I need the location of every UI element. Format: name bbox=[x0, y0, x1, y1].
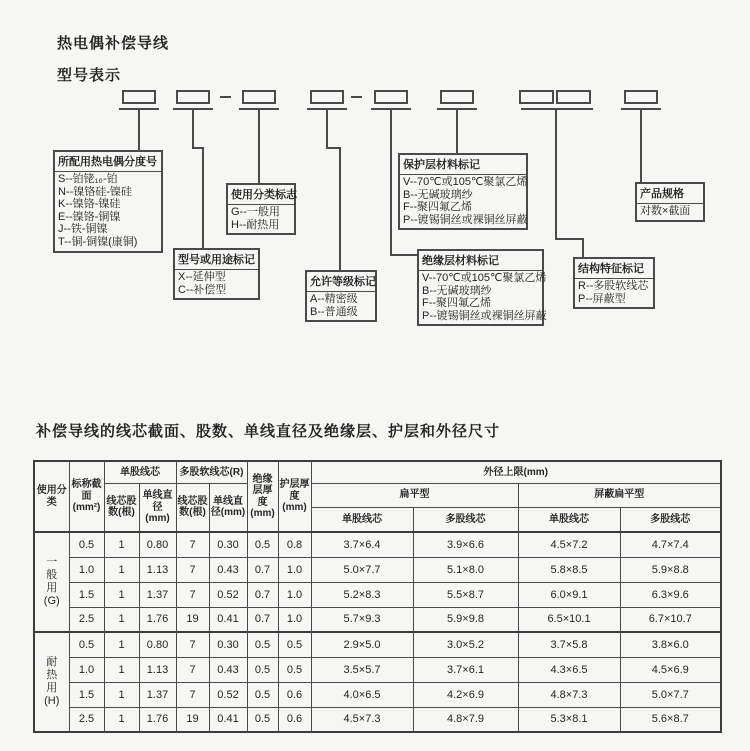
header-stranded-core-group: 多股软线芯(R) bbox=[176, 461, 247, 483]
label-box-item: V--70℃或105℃聚氯乙烯 bbox=[422, 272, 547, 284]
table-cell: 5.2×8.3 bbox=[311, 582, 413, 607]
label-box-model-usage bbox=[173, 248, 260, 300]
connector-line bbox=[339, 147, 341, 270]
label-box-item: B--普通级 bbox=[310, 305, 358, 318]
label-box-title: 所配用热电偶分度号 bbox=[55, 152, 161, 172]
table-cell: 7 bbox=[176, 682, 209, 707]
label-box-items bbox=[637, 204, 703, 220]
header-sheath-thickness: 护层厚度(mm) bbox=[278, 461, 311, 532]
table-cell: 1.0 bbox=[69, 657, 104, 682]
table-cell: 3.7×6.1 bbox=[413, 657, 518, 682]
label-box-thermocouple-index bbox=[53, 150, 163, 253]
table-cell: 1.76 bbox=[139, 607, 176, 632]
table-cell: 3.0×5.2 bbox=[413, 632, 518, 657]
table-cell: 0.7 bbox=[247, 582, 278, 607]
table-cell: 1.5 bbox=[69, 582, 104, 607]
table-cell: 1.37 bbox=[139, 582, 176, 607]
label-box-item: H--耐热用 bbox=[231, 218, 280, 231]
table-cell: 6.3×9.6 bbox=[620, 582, 721, 607]
header-wire-dia: 单线直径(mm) bbox=[209, 483, 247, 532]
label-box-product-spec bbox=[635, 182, 705, 222]
table-cell: 1 bbox=[104, 607, 139, 632]
table-title: 补偿导线的线芯截面、股数、单线直径及绝缘层、护层和外径尺寸 bbox=[36, 423, 501, 440]
table-cell: 1 bbox=[104, 532, 139, 557]
header-wire-dia: 单线直径(mm) bbox=[139, 483, 176, 532]
table-cell: 4.5×7.2 bbox=[518, 532, 620, 557]
label-box-item: R--多股软线芯 bbox=[578, 280, 649, 292]
header-strands: 线芯股数(根) bbox=[104, 483, 139, 532]
table-cell: 0.43 bbox=[209, 657, 247, 682]
row-group-label: 耐 热 用 (H) bbox=[34, 632, 69, 732]
table-cell: 0.5 bbox=[247, 632, 278, 657]
connector-line bbox=[640, 110, 642, 182]
header-insulation-thickness: 绝缘层厚度(mm) bbox=[247, 461, 278, 532]
label-box-item: B--无碱玻璃纱 bbox=[403, 188, 473, 201]
table-row bbox=[34, 532, 721, 557]
code-box-1 bbox=[122, 90, 156, 104]
table-cell: 1.0 bbox=[278, 607, 311, 632]
connector-line bbox=[138, 110, 140, 150]
label-box-items bbox=[400, 175, 526, 228]
label-box-item: F--聚四氟乙烯 bbox=[403, 201, 473, 214]
table-cell: 0.6 bbox=[278, 682, 311, 707]
label-box-insulation-material bbox=[417, 249, 547, 326]
header-solid-core: 单股线芯 bbox=[518, 507, 620, 532]
table-cell: 19 bbox=[176, 707, 209, 732]
table-cell: 1.5 bbox=[69, 682, 104, 707]
label-box-item: P--镀锡铜丝或裸铜丝屏蔽 bbox=[422, 309, 547, 322]
table-cell: 0.30 bbox=[209, 532, 247, 557]
table-cell: 5.0×7.7 bbox=[311, 557, 413, 582]
table-cell: 2.5 bbox=[69, 707, 104, 732]
label-box-items bbox=[575, 279, 653, 307]
label-box-item: A--精密级 bbox=[310, 293, 358, 305]
connector-line bbox=[582, 238, 584, 257]
page-title: 热电偶补偿导线 bbox=[57, 35, 170, 52]
table-cell: 4.2×6.9 bbox=[413, 682, 518, 707]
table-cell: 1 bbox=[104, 682, 139, 707]
table-cell: 0.5 bbox=[247, 682, 278, 707]
connector-line bbox=[390, 254, 418, 256]
label-box-item: C--补偿型 bbox=[178, 283, 227, 296]
dash-separator-icon bbox=[220, 96, 231, 98]
label-box-usage-class bbox=[226, 183, 296, 235]
table-cell: 0.5 bbox=[69, 532, 104, 557]
label-box-item: E--镍铬-铜镍 bbox=[58, 210, 121, 223]
table-cell: 0.6 bbox=[278, 707, 311, 732]
table-cell: 1.0 bbox=[278, 557, 311, 582]
table-row bbox=[34, 707, 721, 732]
table-cell: 3.9×6.6 bbox=[413, 532, 518, 557]
label-box-item: 对数×截面 bbox=[640, 205, 691, 217]
header-nominal-section: 标称截面(mm²) bbox=[69, 461, 104, 532]
header-strands: 线芯股数(根) bbox=[176, 483, 209, 532]
connector-line bbox=[390, 110, 392, 256]
connector-line bbox=[192, 110, 194, 149]
table-cell: 2.5 bbox=[69, 607, 104, 632]
label-box-items bbox=[228, 205, 294, 233]
header-od-limit: 外径上限(mm) bbox=[311, 461, 721, 483]
table-cell: 6.5×10.1 bbox=[518, 607, 620, 632]
table-cell: 0.5 bbox=[247, 532, 278, 557]
header-shielded-flat-type: 屏蔽扁平型 bbox=[518, 483, 721, 507]
label-box-title: 使用分类标志 bbox=[228, 185, 294, 205]
table-cell: 1 bbox=[104, 657, 139, 682]
code-box-9 bbox=[624, 90, 658, 104]
table-cell: 7 bbox=[176, 532, 209, 557]
label-box-title: 绝缘层材料标记 bbox=[419, 251, 542, 271]
code-box-3 bbox=[242, 90, 276, 104]
table-cell: 0.5 bbox=[278, 657, 311, 682]
table-cell: 4.5×6.9 bbox=[620, 657, 721, 682]
underline-tick bbox=[521, 108, 593, 110]
table-cell: 0.43 bbox=[209, 557, 247, 582]
connector-line bbox=[555, 110, 557, 240]
connector-line bbox=[202, 147, 204, 248]
label-box-title: 保护层材料标记 bbox=[400, 155, 526, 175]
label-box-title: 允许等级标记 bbox=[307, 272, 375, 292]
table-cell: 0.7 bbox=[247, 557, 278, 582]
label-box-grade bbox=[305, 270, 377, 322]
table-row bbox=[34, 632, 721, 657]
table-cell: 7 bbox=[176, 557, 209, 582]
label-box-item: V--70℃或105℃聚氯乙烯 bbox=[403, 176, 528, 188]
table-cell: 0.5 bbox=[247, 707, 278, 732]
row-group-label: 一 般 用 (G) bbox=[34, 532, 69, 632]
table-cell: 1.0 bbox=[69, 557, 104, 582]
code-box-7 bbox=[519, 90, 554, 104]
connector-line bbox=[456, 110, 458, 153]
table-cell: 0.41 bbox=[209, 607, 247, 632]
label-box-items bbox=[307, 292, 375, 320]
table-cell: 5.1×8.0 bbox=[413, 557, 518, 582]
table-cell: 5.8×8.5 bbox=[518, 557, 620, 582]
table-cell: 0.7 bbox=[247, 607, 278, 632]
label-box-item: J--铁-铜镍 bbox=[58, 223, 108, 236]
table-cell: 6.0×9.1 bbox=[518, 582, 620, 607]
table-row bbox=[34, 557, 721, 582]
spec-table bbox=[33, 460, 722, 733]
label-box-item: B--无碱玻璃纱 bbox=[422, 284, 492, 297]
table-cell: 0.5 bbox=[69, 632, 104, 657]
spec-table-header bbox=[34, 461, 721, 532]
table-cell: 0.30 bbox=[209, 632, 247, 657]
table-cell: 5.5×8.7 bbox=[413, 582, 518, 607]
table-cell: 1.13 bbox=[139, 557, 176, 582]
table-cell: 1.0 bbox=[278, 582, 311, 607]
label-box-structure-feature bbox=[573, 257, 655, 309]
header-solid-core-group: 单股线芯 bbox=[104, 461, 176, 483]
header-solid-core: 单股线芯 bbox=[311, 507, 413, 532]
table-cell: 2.9×5.0 bbox=[311, 632, 413, 657]
label-box-item: T--铜-铜镍(康铜) bbox=[58, 235, 138, 248]
table-cell: 7 bbox=[176, 657, 209, 682]
table-cell: 0.5 bbox=[278, 632, 311, 657]
table-cell: 3.8×6.0 bbox=[620, 632, 721, 657]
connector-line bbox=[326, 110, 328, 149]
label-box-items bbox=[419, 271, 547, 324]
table-cell: 1 bbox=[104, 582, 139, 607]
table-cell: 19 bbox=[176, 607, 209, 632]
table-cell: 5.9×8.8 bbox=[620, 557, 721, 582]
table-cell: 1.13 bbox=[139, 657, 176, 682]
connector-line bbox=[258, 110, 260, 183]
header-usage-class: 使用分类 bbox=[34, 461, 69, 532]
label-box-title: 产品规格 bbox=[637, 184, 703, 204]
table-cell: 4.3×6.5 bbox=[518, 657, 620, 682]
header-flat-type: 扁平型 bbox=[311, 483, 518, 507]
table-cell: 7 bbox=[176, 582, 209, 607]
label-box-item: N--镍铬硅-镍硅 bbox=[58, 185, 132, 198]
label-box-item: S--铂铑₁₀-铂 bbox=[58, 173, 118, 185]
table-cell: 3.7×5.8 bbox=[518, 632, 620, 657]
table-cell: 3.7×6.4 bbox=[311, 532, 413, 557]
table-cell: 4.7×7.4 bbox=[620, 532, 721, 557]
table-cell: 0.52 bbox=[209, 582, 247, 607]
code-box-5 bbox=[374, 90, 408, 104]
header-stranded-core: 多股线芯 bbox=[620, 507, 721, 532]
table-cell: 5.3×8.1 bbox=[518, 707, 620, 732]
table-cell: 5.6×8.7 bbox=[620, 707, 721, 732]
table-cell: 1.76 bbox=[139, 707, 176, 732]
connector-line bbox=[555, 238, 584, 240]
table-row bbox=[34, 607, 721, 632]
table-cell: 5.9×9.8 bbox=[413, 607, 518, 632]
table-cell: 4.0×6.5 bbox=[311, 682, 413, 707]
table-cell: 1.37 bbox=[139, 682, 176, 707]
table-cell: 0.52 bbox=[209, 682, 247, 707]
spec-table-body bbox=[34, 532, 721, 732]
label-box-item: X--延伸型 bbox=[178, 271, 226, 283]
label-box-item: K--镍铬-镍硅 bbox=[58, 198, 121, 211]
table-cell: 0.80 bbox=[139, 532, 176, 557]
label-box-item: F--聚四氟乙烯 bbox=[422, 297, 492, 310]
table-cell: 5.0×7.7 bbox=[620, 682, 721, 707]
section-title-model: 型号表示 bbox=[57, 67, 122, 84]
code-box-4 bbox=[310, 90, 344, 104]
table-cell: 1 bbox=[104, 632, 139, 657]
table-cell: 3.5×5.7 bbox=[311, 657, 413, 682]
label-box-item: P--镀锡铜丝或裸铜丝屏蔽 bbox=[403, 213, 528, 226]
label-box-sheath-material bbox=[398, 153, 528, 230]
table-row bbox=[34, 682, 721, 707]
code-box-2 bbox=[176, 90, 210, 104]
header-stranded-core: 多股线芯 bbox=[413, 507, 518, 532]
table-row bbox=[34, 582, 721, 607]
table-cell: 0.8 bbox=[278, 532, 311, 557]
table-cell: 0.41 bbox=[209, 707, 247, 732]
code-box-6 bbox=[440, 90, 474, 104]
label-box-item: P--屏蔽型 bbox=[578, 292, 626, 305]
label-box-title: 结构特征标记 bbox=[575, 259, 653, 279]
label-box-item: G--一般用 bbox=[231, 206, 280, 218]
table-cell: 1 bbox=[104, 557, 139, 582]
table-cell: 6.7×10.7 bbox=[620, 607, 721, 632]
code-box-8 bbox=[556, 90, 591, 104]
table-row bbox=[34, 657, 721, 682]
table-cell: 4.8×7.9 bbox=[413, 707, 518, 732]
label-box-title: 型号或用途标记 bbox=[175, 250, 258, 270]
table-cell: 4.8×7.3 bbox=[518, 682, 620, 707]
label-box-items bbox=[175, 270, 258, 298]
table-cell: 4.5×7.3 bbox=[311, 707, 413, 732]
table-cell: 5.7×9.3 bbox=[311, 607, 413, 632]
table-cell: 7 bbox=[176, 632, 209, 657]
dash-separator-icon bbox=[351, 96, 362, 98]
table-cell: 1 bbox=[104, 707, 139, 732]
table-cell: 0.5 bbox=[247, 657, 278, 682]
label-box-items bbox=[55, 172, 161, 251]
table-cell: 0.80 bbox=[139, 632, 176, 657]
